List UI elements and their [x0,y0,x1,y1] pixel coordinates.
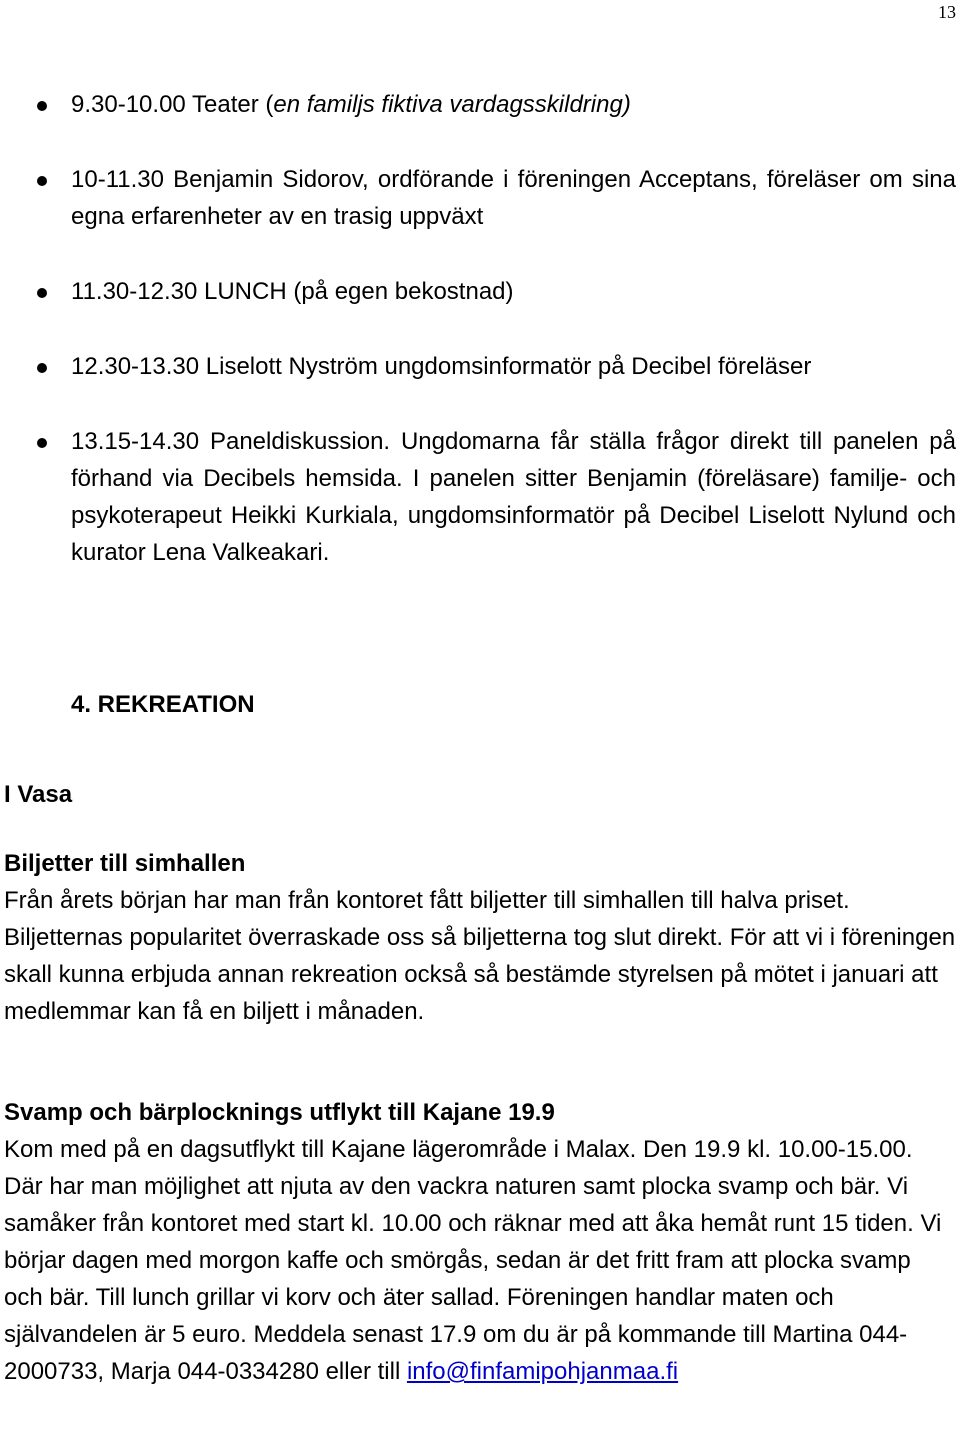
bullet-icon [37,363,47,373]
trip-body-text: Kom med på en dagsutflykt till Kajane lägerområde i Malax. Den 19.9 kl. 10.00-15.00. Där har man möjlighet att njuta av den vackra naturen samt plocka svamp och bär. Vi samåker från kontoret med start kl. 10.00 och räknar med att åka hemåt runt 15 tiden. Vi börjar dagen med morgon kaffe och smörgås, sedan är det fritt fram att plocka svamp och bär. Till lunch grillar vi korv och äter sallad. Föreningen handlar maten och självandelen är 5 euro. Meddela senast 17.9 om du är på kommande till Martina 044-2000733, Marja 044-0334280 eller till [4,1136,942,1385]
schedule-item-text: 13.15-14.30 Paneldiskussion. Ungdomarna får ställa frågor direkt till panelen på förhand via Decibels hemsida. I panelen sitter Benjamin (föreläsare) familje- och psykoterapeut Heikki Kurkiala, ungdomsinformatör på Decibel Liselott Nylund och kurator Lena Valkeakari. [71,428,956,566]
schedule-item-text: 9.30-10.00 Teater ( [71,91,274,118]
trip-heading: Svamp och bärplocknings utflykt till Kajane 19.9 [4,1099,555,1126]
schedule-item-text: 11.30-12.30 LUNCH (på egen bekostnad) [71,278,514,305]
trip-body [4,1131,956,1390]
swim-heading: Biljetter till simhallen [4,850,246,877]
schedule-item-text: 12.30-13.30 Liselott Nyström ungdomsinformatör på Decibel föreläser [71,353,812,380]
schedule-list [0,86,960,571]
email-link[interactable]: info@finfamipohjanmaa.fi [406,1358,679,1385]
swim-section [4,845,956,1030]
bullet-icon [37,288,47,298]
schedule-item-emphasis: en familjs fiktiva vardagsskildring) [273,91,631,118]
trip-section [4,1094,956,1390]
schedule-item-panel [0,423,960,571]
schedule-item-theater [0,86,960,123]
swim-body: Från årets början har man från kontoret fått biljetter till simhallen till halva priset. Biljetternas popularitet överraskade oss så biljetterna tog slut direkt. För att vi i föreningen skall kunna erbjuda annan rekreation också så bestämde styrelsen på mötet i januari att medlemmar kan få en biljett i månaden. [4,887,956,1025]
section-heading: 4. REKREATION [71,691,255,718]
bullet-icon [37,176,47,186]
schedule-item-speaker [0,348,960,385]
location-heading: I Vasa [4,781,73,808]
schedule-item-text: 10-11.30 Benjamin Sidorov, ordförande i föreningen Acceptans, föreläser om sina egna erfarenheter av en trasig uppväxt [71,166,956,230]
bullet-icon [37,438,47,448]
page-number: 13 [938,2,956,22]
schedule-item-lunch [0,273,960,310]
schedule-item-lecture [0,161,960,235]
bullet-icon [37,101,47,111]
